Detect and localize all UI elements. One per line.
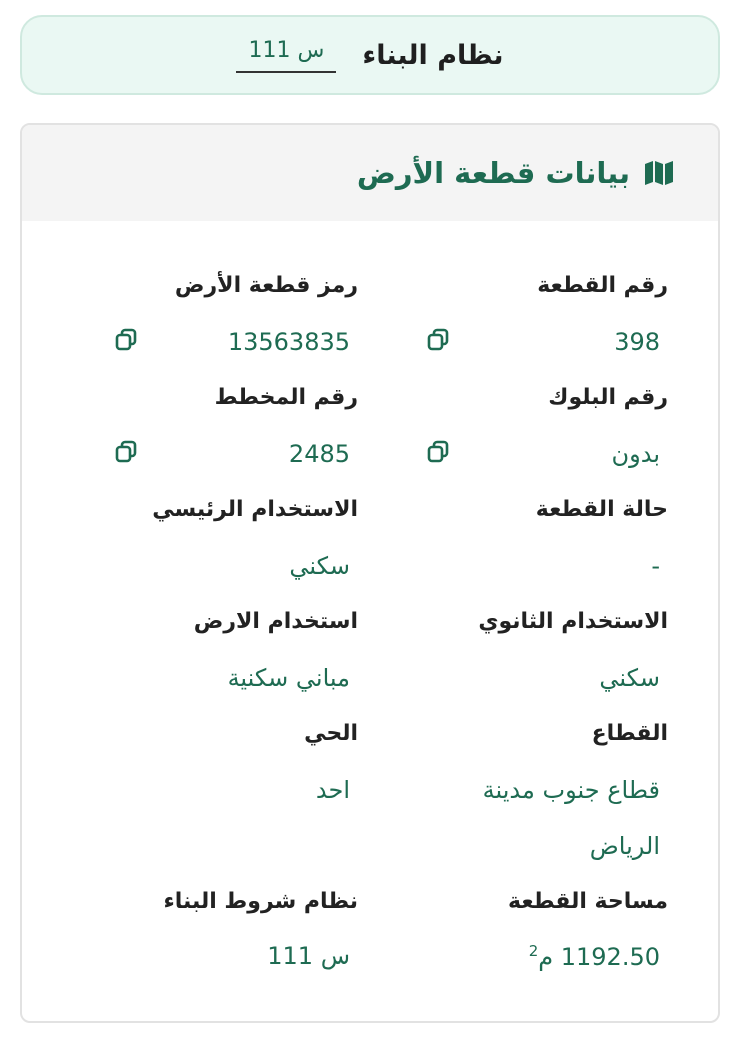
- plan-number-label: رقم المخطط: [214, 385, 358, 410]
- plan-number-value: 2485: [288, 440, 350, 468]
- building-system-bar: [20, 15, 720, 95]
- copy-plan-number-icon[interactable]: [114, 440, 138, 464]
- sector-label: القطاع: [591, 721, 668, 746]
- area-unit-superscript: 2: [528, 942, 539, 960]
- map-icon: [644, 160, 674, 186]
- plot-status-label: حالة القطعة: [535, 497, 668, 522]
- district-value: احد: [315, 776, 350, 804]
- building-system-label: نظام البناء: [362, 39, 504, 71]
- card-header: [22, 125, 718, 221]
- secondary-use-value: سكني: [599, 664, 660, 692]
- copy-block-number-icon[interactable]: [426, 440, 450, 464]
- building-conditions-label: نظام شروط البناء: [163, 889, 358, 914]
- land-code-value: 13563835: [227, 328, 350, 356]
- area-label: مساحة القطعة: [508, 889, 668, 914]
- land-code-label: رمز قطعة الأرض: [174, 273, 358, 298]
- land-use-value: مباني سكنية: [227, 664, 350, 692]
- land-data-card: [20, 123, 720, 1023]
- plot-status-value: -: [651, 552, 660, 580]
- copy-land-code-icon[interactable]: [114, 328, 138, 352]
- land-use-label: استخدام الارض: [193, 609, 358, 634]
- main-use-value: سكني: [289, 552, 350, 580]
- copy-plot-number-icon[interactable]: [426, 328, 450, 352]
- card-title: بيانات قطعة الأرض: [356, 156, 630, 190]
- building-system-value: س 111: [236, 38, 336, 73]
- district-label: الحي: [304, 721, 358, 746]
- area-value: [529, 942, 660, 971]
- secondary-use-label: الاستخدام الثانوي: [478, 609, 668, 634]
- main-use-label: الاستخدام الرئيسي: [152, 497, 358, 522]
- block-number-value: بدون: [611, 440, 660, 468]
- sector-value-line1: قطاع جنوب مدينة: [482, 776, 660, 804]
- building-conditions-value: س 111: [267, 942, 350, 970]
- area-unit: م: [538, 943, 554, 971]
- plot-number-value: 398: [614, 328, 660, 356]
- sector-value-line2: الرياض: [589, 832, 660, 860]
- block-number-label: رقم البلوك: [548, 385, 668, 410]
- area-number: 1192.50: [560, 943, 660, 971]
- plot-number-label: رقم القطعة: [537, 273, 668, 298]
